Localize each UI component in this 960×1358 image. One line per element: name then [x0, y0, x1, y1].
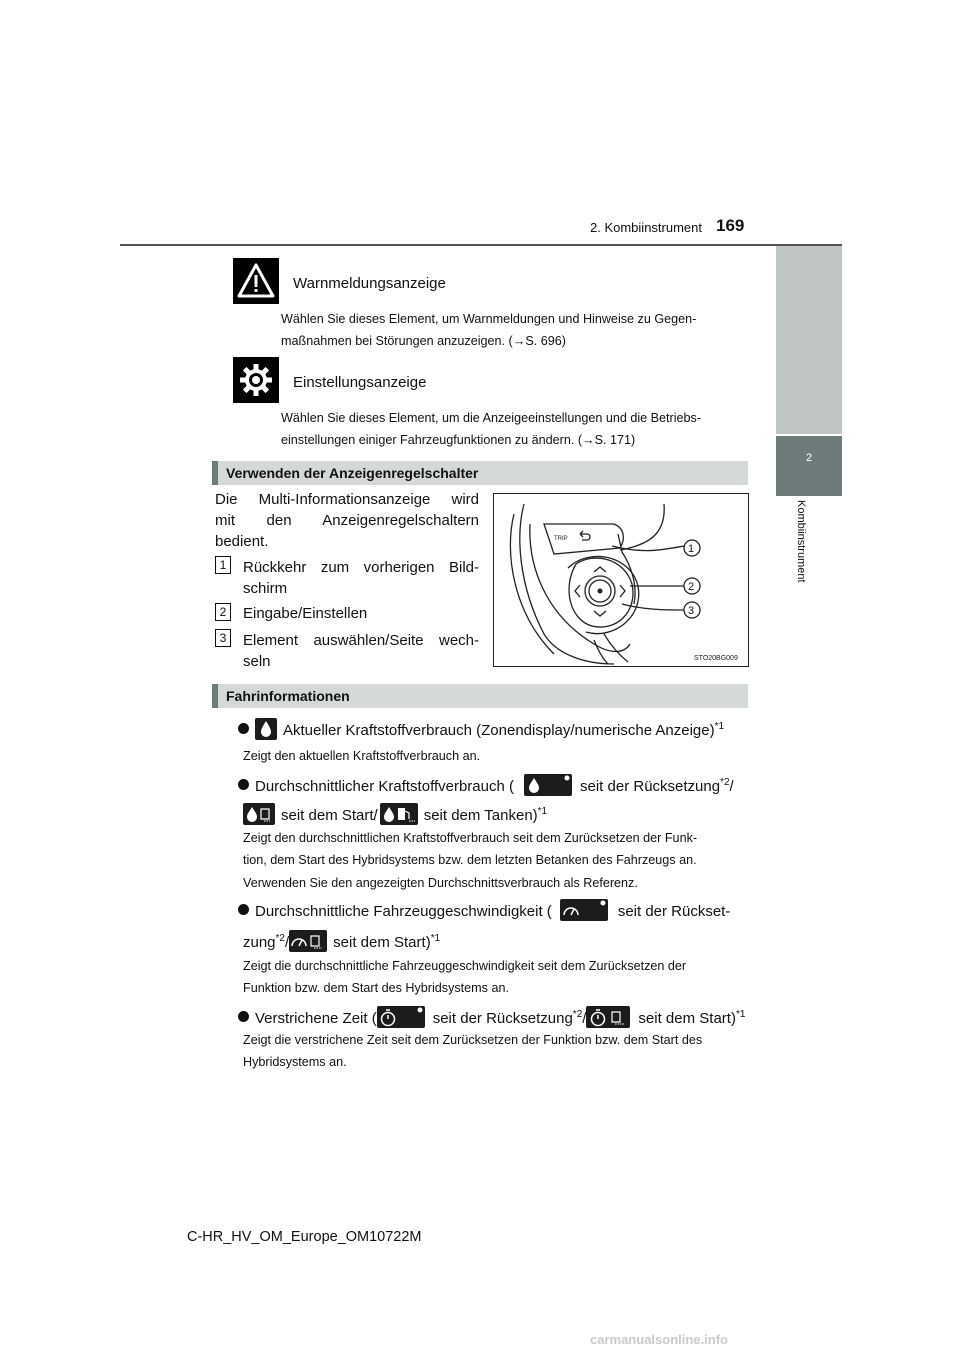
bullet-elapsed-time: Verstrichene Zeit ( seit der Rücksetzung$^{*2}$/ seit dem Start)$^{*1}$ — [238, 1004, 753, 1030]
steering-switch-figure — [493, 493, 749, 667]
average-speed-desc: Zeigt die durchschnittliche Fahrzeuggeschwindigkeit seit dem Zurücksetzen der Funktion bzw. dem Start des Hybridsystems an. — [243, 959, 687, 995]
page-number: 169 — [716, 216, 745, 235]
document-id: C-HR_HV_OM_Europe_OM10722M — [187, 1229, 422, 1245]
side-tab-dark — [776, 436, 842, 496]
warning-item-description: Wählen Sie dieses Element, um Warnmeldungen und Hinweise zu Gegen- maßnahmen bei Störungen anzuzeigen. (→S. 696) — [281, 312, 697, 348]
bullet-icon — [238, 1011, 249, 1022]
controls-intro: Die Multi-Informationsanzeige wird mit den Anzeigenregelschaltern bedient. — [215, 491, 479, 550]
figure-code: STO20BG009 — [694, 655, 738, 662]
control-item-1: Rückkehr zum vorherigen Bild- schirm — [243, 559, 479, 597]
callout-3: 3 — [688, 605, 695, 617]
bullet-average-consumption: Durchschnittlicher Kraftstoffverbrauch ( seit der Rücksetzung$^{*2}$/ — [238, 772, 748, 798]
fuel-drop-icon — [255, 718, 277, 740]
control-item-2: Eingabe/Einstellen — [243, 605, 368, 622]
callout-1: 1 — [688, 543, 695, 555]
steering-switch-illustration — [494, 494, 748, 666]
average-consumption-desc: Zeigt den durchschnittlichen Kraftstoffverbrauch seit dem Zurücksetzen der Funk- tion, dem Start des Hybridsystems bzw. dem letzten Betanken des Fahrzeugs an. — [243, 831, 698, 867]
warning-triangle-icon — [233, 258, 279, 304]
step-number: 3 — [215, 629, 231, 647]
bullet-icon — [238, 904, 249, 915]
speedometer-reset-icon — [560, 899, 608, 921]
fuel-drop-start-icon — [243, 803, 275, 825]
fuel-drop-reset-icon — [524, 774, 572, 796]
stopwatch-start-icon — [586, 1006, 630, 1028]
current-consumption-desc: Zeigt den aktuellen Kraftstoffverbrauch an. — [243, 749, 481, 763]
side-tab-number: 2 — [805, 452, 813, 464]
control-item-3: Element auswählen/Seite wech- seln — [243, 632, 479, 670]
side-tab-label: Kombiinstrument — [795, 500, 807, 583]
elapsed-time-desc: Zeigt die verstrichene Zeit seit dem Zurücksetzen der Funktion bzw. dem Start des Hybridsystems an. — [243, 1033, 703, 1069]
bullet-icon — [238, 723, 249, 734]
warning-item-title: Warnmeldungsanzeige — [293, 275, 446, 292]
trip-button-label: TRIP — [554, 536, 568, 542]
bullet-average-speed-cont: zung$^{*2}$/ seit dem Start)$^{*1}$ — [243, 928, 753, 954]
callout-2: 2 — [688, 581, 695, 593]
side-tab-light — [776, 246, 842, 434]
fuel-drop-refuel-icon — [380, 803, 418, 825]
gear-icon — [233, 357, 279, 403]
watermark: carmanualsonline.info — [590, 1332, 728, 1347]
section-heading-controls: Verwenden der Anzeigenregelschalter — [212, 461, 748, 485]
stopwatch-reset-icon — [377, 1006, 425, 1028]
speedometer-start-icon — [289, 930, 327, 952]
settings-item-title: Einstellungsanzeige — [293, 374, 427, 391]
settings-item-description: Wählen Sie dieses Element, um die Anzeigeeinstellungen und die Betriebs- einstellungen einiger Fahrzeugfunktionen zu ändern. (→S. 171) — [281, 411, 702, 447]
bullet-average-speed: Durchschnittliche Fahrzeuggeschwindigkeit ( seit der Rückset- — [238, 899, 748, 923]
section-heading-driving-info: Fahrinformationen — [212, 684, 748, 708]
bullet-average-consumption-cont: seit dem Start/ seit dem Tanken)$^{*1}$ — [243, 801, 753, 827]
chapter-heading: 2. Kombiinstrument — [590, 220, 702, 235]
average-consumption-note: Verwenden Sie den angezeigten Durchschnittsverbrauch als Referenz. — [243, 876, 638, 890]
bullet-current-consumption: Aktueller Kraftstoffverbrauch (Zonendisplay/numerische Anzeige)$^{*1}$ — [238, 716, 753, 742]
step-number: 2 — [215, 603, 231, 621]
header-rule — [120, 244, 842, 246]
bullet-icon — [238, 779, 249, 790]
step-number: 1 — [215, 556, 231, 574]
